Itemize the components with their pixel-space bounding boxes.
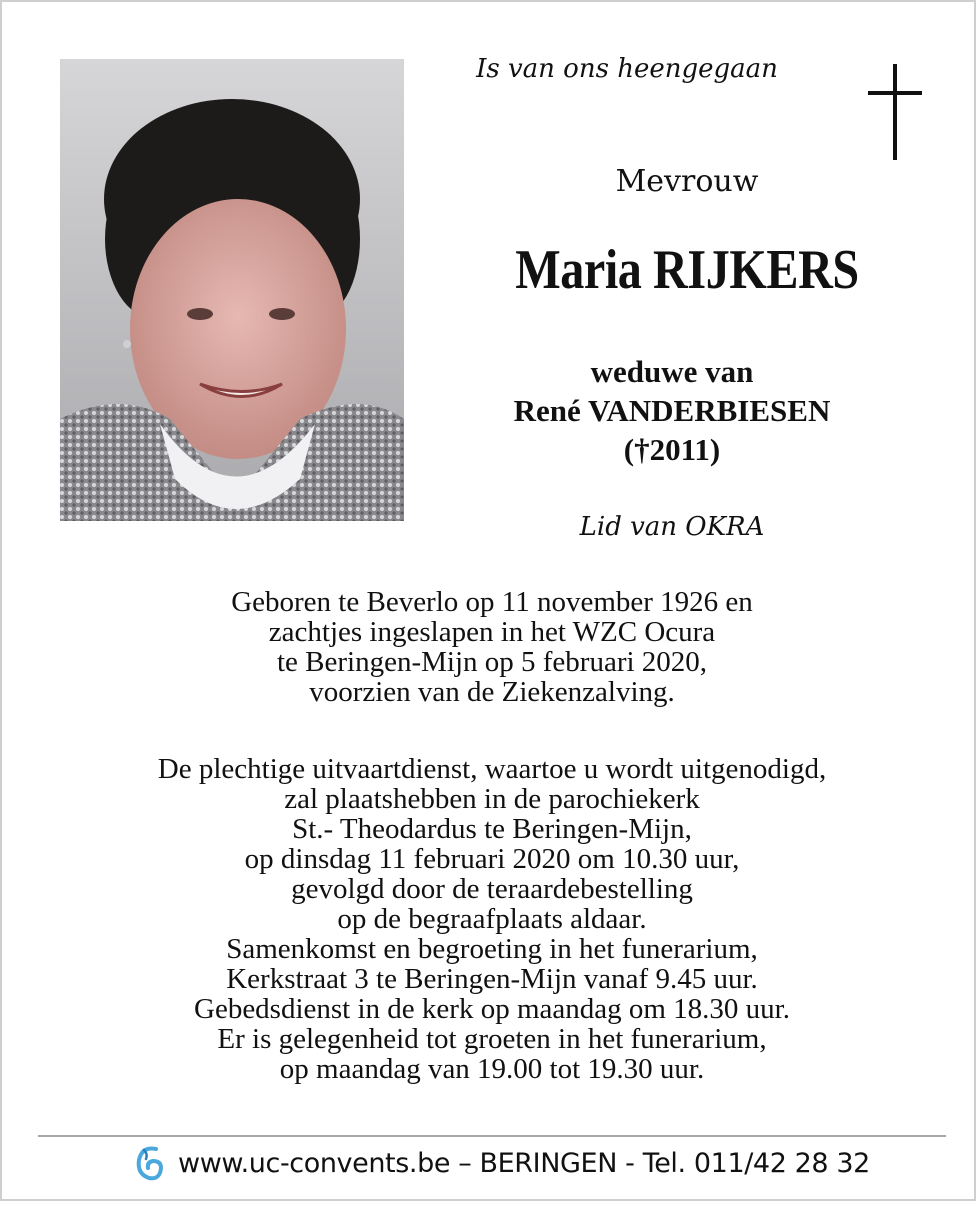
intro-text: Is van ons heengegaan (476, 54, 778, 84)
service-line: De plechtige uitvaartdienst, waartoe u wordt uitgenodigd, (157, 753, 827, 785)
service-line: Kerkstraat 3 te Beringen-Mijn vanaf 9.45 uur. (226, 963, 758, 995)
funeral-home-logo-icon (134, 1144, 164, 1182)
service-line: Samenkomst en begroeting in het funerarium, (226, 933, 758, 965)
service-line: zal plaatshebben in de parochiekerk (284, 783, 700, 815)
spouse-intro: weduwe van (590, 354, 754, 389)
service-line: op de begraafplaats aldaar. (337, 903, 647, 935)
service-line: Gebedsdienst in de kerk op maandag om 18.30 uur. (194, 993, 790, 1025)
footer (102, 1143, 902, 1183)
service-paragraph (32, 754, 952, 1084)
birth-line: te Beringen-Mijn op 5 februari 2020, (276, 646, 708, 678)
service-line: op dinsdag 11 februari 2020 om 10.30 uur, (244, 843, 740, 875)
service-line: op maandag van 19.00 tot 19.30 uur. (279, 1053, 705, 1085)
footer-contact[interactable]: www.uc-convents.be – BERINGEN - Tel. 011/42 28 32 (178, 1147, 870, 1179)
spouse-block (442, 352, 902, 469)
birth-line: Geboren te Beverlo op 11 november 1926 en (231, 586, 753, 618)
service-line: gevolgd door de teraardebestelling (291, 873, 693, 905)
spouse-name: René VANDERBIESEN (513, 393, 831, 428)
latin-cross-icon (868, 64, 922, 160)
spouse-death-year: (†2011) (623, 432, 721, 467)
footer-divider (38, 1135, 946, 1137)
honorific-title: Mevrouw (615, 164, 759, 199)
birth-paragraph (32, 587, 952, 707)
portrait-photo (60, 59, 404, 521)
service-line: St.- Theodardus te Beringen-Mijn, (292, 813, 692, 845)
birth-line: voorzien van de Ziekenzalving. (309, 676, 675, 708)
birth-line: zachtjes ingeslapen in het WZC Ocura (268, 616, 716, 648)
deceased-name: Maria RIJKERS (515, 239, 859, 301)
service-line: Er is gelegenheid tot groeten in het funerarium, (217, 1023, 767, 1055)
membership-text: Lid van OKRA (579, 512, 765, 542)
